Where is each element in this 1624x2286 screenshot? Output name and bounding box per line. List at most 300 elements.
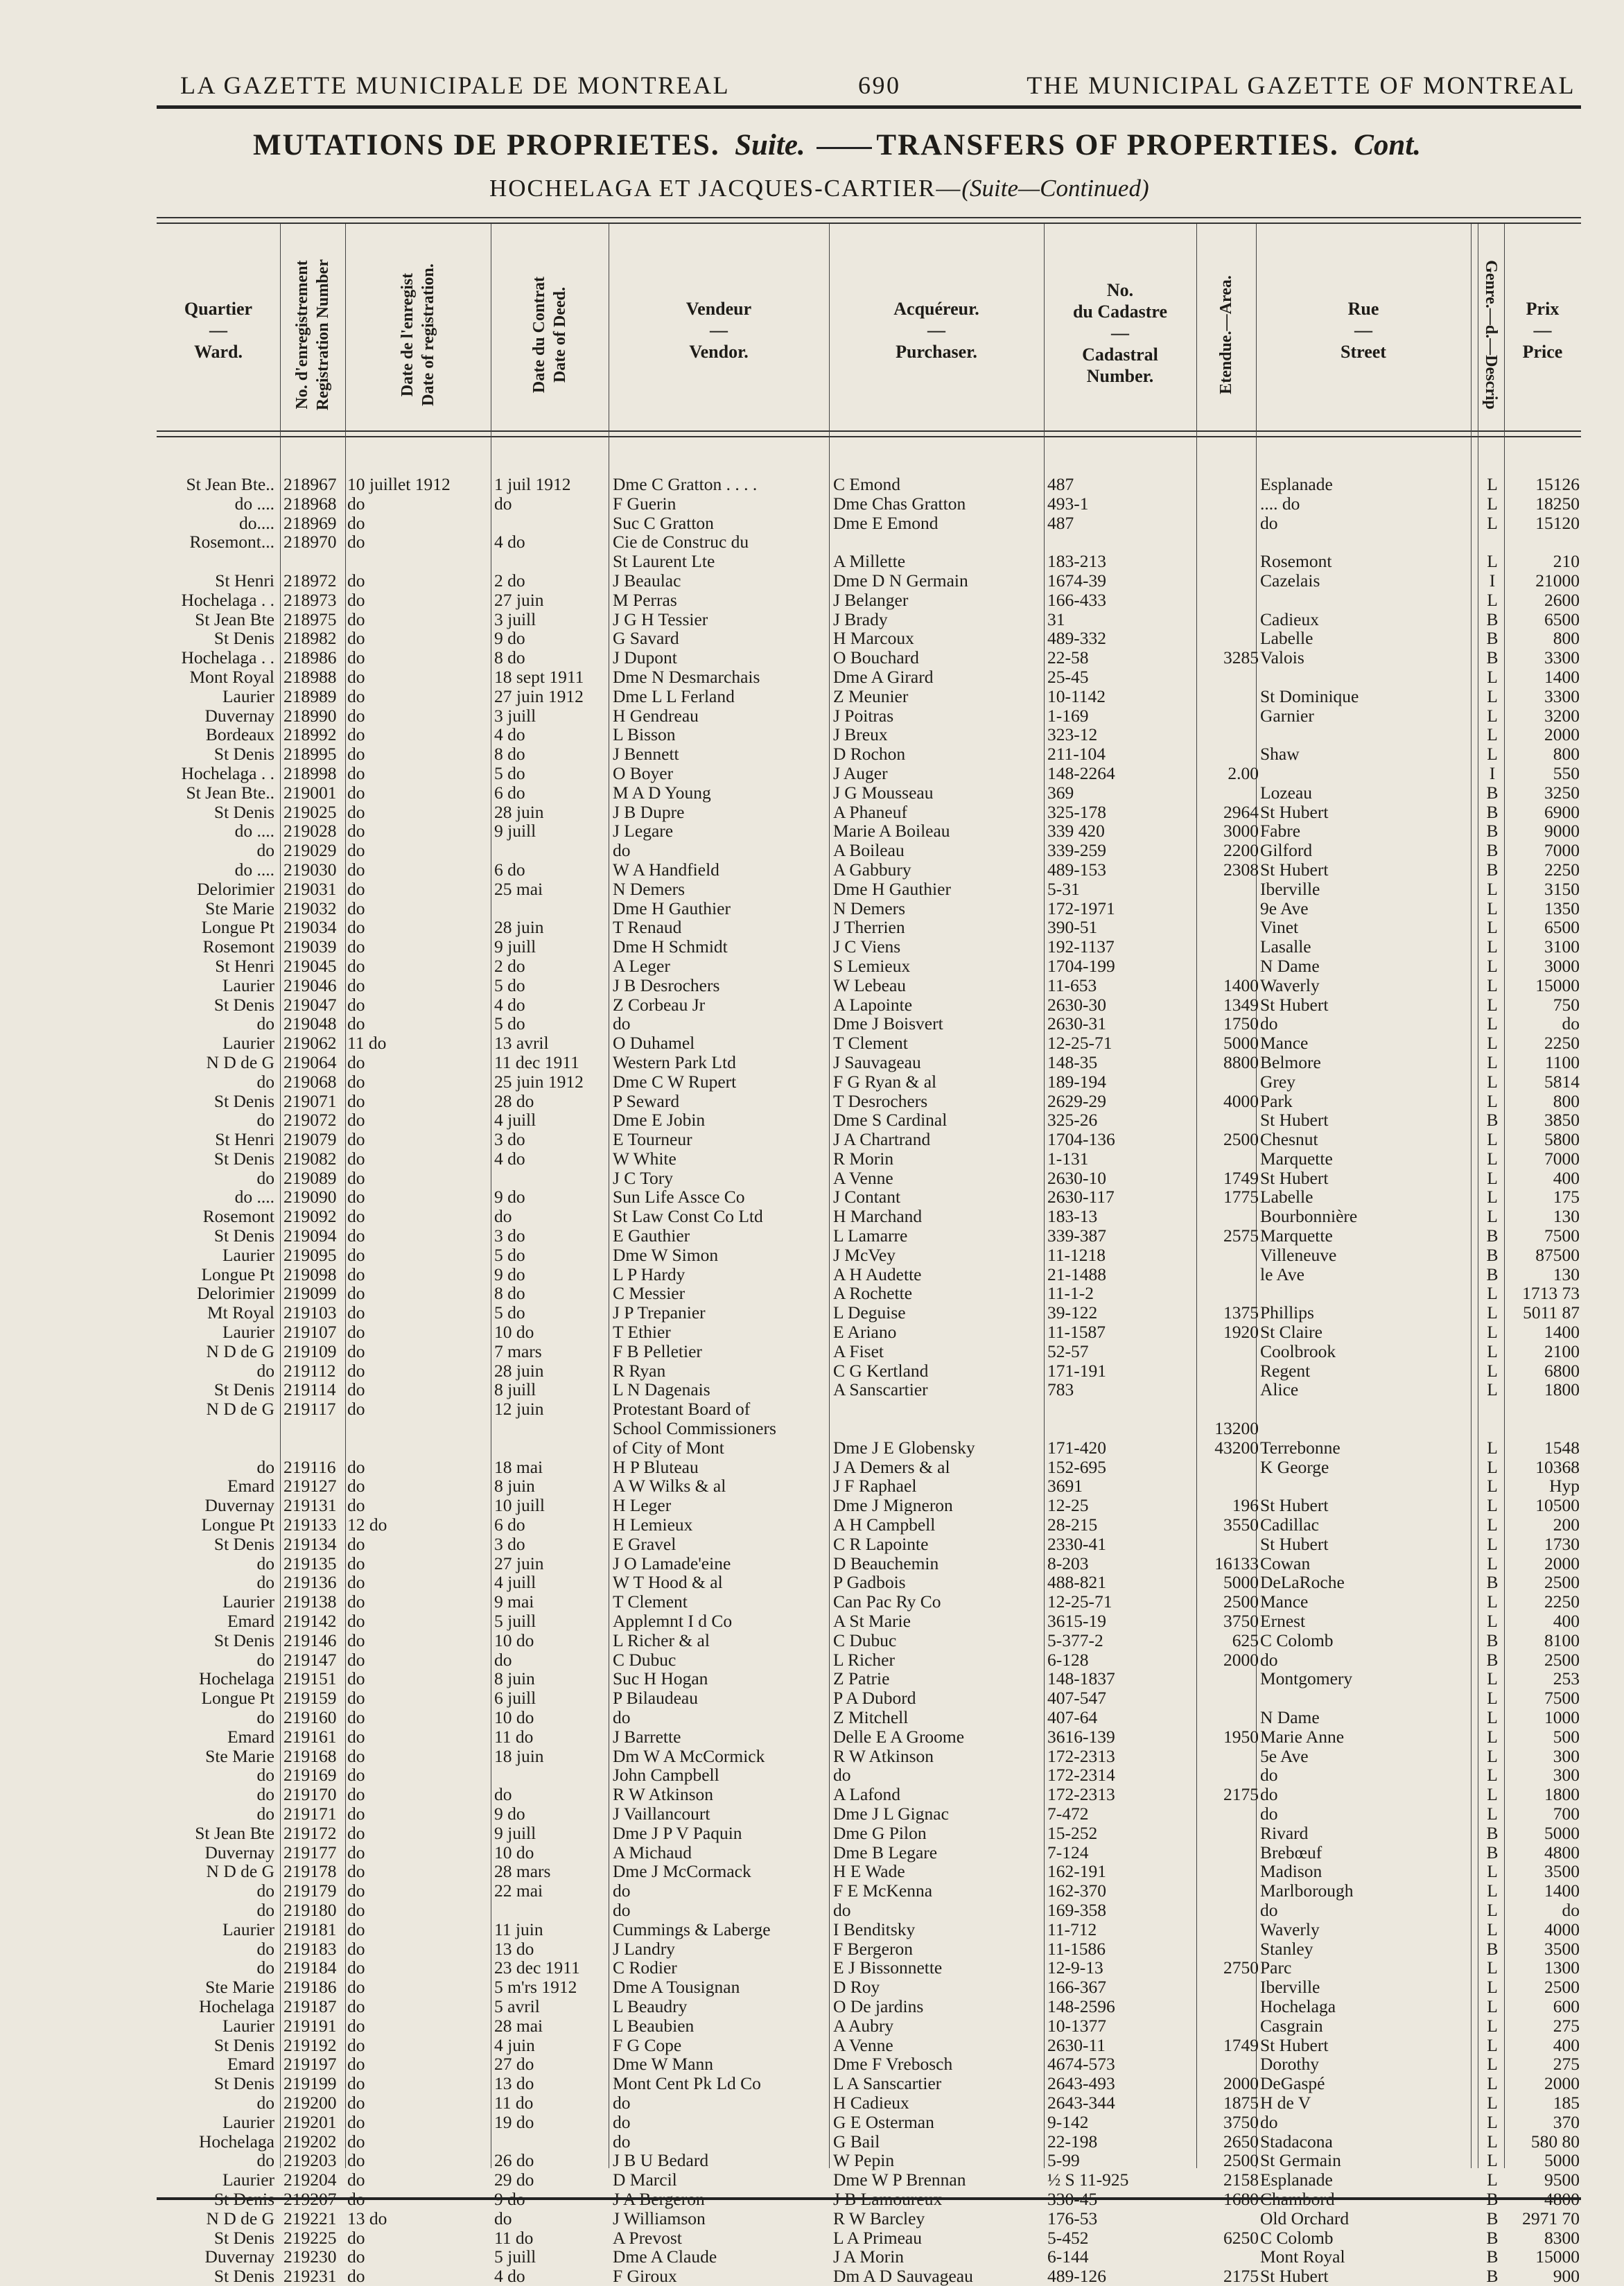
cell-registration-date: do (347, 705, 365, 726)
cell-cadastre: 390-51 (1047, 917, 1098, 938)
cell-street: St Hubert (1260, 2034, 1329, 2055)
cell-registration-date: do (347, 1938, 365, 1959)
cell-deed-date: 9 juill (494, 1822, 536, 1843)
cell-registration-date: do (347, 1360, 365, 1381)
cell-vendor: do (613, 1881, 631, 1901)
title-english: TRANSFERS OF PROPERTIES. (876, 129, 1339, 162)
cell-cadastre: 11-1587 (1047, 1322, 1106, 1343)
cell-registration-date: do (347, 917, 365, 938)
title-french: MUTATIONS DE PROPRIETES. (253, 129, 720, 162)
table-row (157, 1997, 1581, 2016)
cell-vendor: Cie de Construc du (613, 532, 749, 552)
cell-street: Belmore (1260, 1052, 1321, 1072)
cell-deed-date: do (494, 2208, 512, 2228)
table-row (157, 1765, 1581, 1785)
cell-vendor: Protestant Board of (613, 1399, 751, 1420)
cell-cadastre: 39-122 (1047, 1302, 1098, 1323)
cell-registration-date: do (347, 647, 365, 668)
cell-registration-number: 219180 (283, 1899, 337, 1920)
cell-cadastre: ½ S 11-925 (1047, 2170, 1129, 2190)
cell-registration-number: 219092 (283, 1206, 337, 1227)
title-dash (817, 147, 872, 149)
cell-deed-date: 9 do (494, 2188, 525, 2209)
cell-description: L (1487, 474, 1498, 494)
cell-description: L (1487, 1187, 1498, 1207)
cell-purchaser: C G Kertland (833, 1360, 929, 1381)
cell-description: L (1487, 2015, 1498, 2036)
cell-price: 5800 (1544, 1129, 1580, 1150)
table-row (157, 1612, 1581, 1631)
cell-vendor: H Gendreau (613, 705, 699, 726)
cell-purchaser: Dme J Migneron (833, 1495, 953, 1516)
cell-ward: St Denis (213, 2073, 274, 2094)
cell-cadastre: 171-191 (1047, 1360, 1106, 1381)
cell-ward: Laurier (222, 2015, 274, 2036)
table-row (157, 2113, 1581, 2132)
cell-vendor: Dme J McCormack (613, 1861, 751, 1882)
cell-cadastre: 5-452 (1047, 2227, 1089, 2248)
cell-vendor: J G H Tessier (613, 609, 708, 629)
table-top-rule-2 (157, 223, 1581, 224)
cell-registration-number: 219225 (283, 2227, 337, 2248)
cell-street: Bourbonnière (1260, 1206, 1358, 1227)
cell-cadastre: 493-1 (1047, 493, 1089, 514)
cell-street: Cadillac (1260, 1515, 1319, 1535)
cell-description: L (1487, 1881, 1498, 1901)
cell-registration-date: do (347, 2054, 365, 2075)
cell-street: Labelle (1260, 1187, 1313, 1207)
table-row (157, 1901, 1581, 1920)
cell-area: 3550 (1223, 1515, 1259, 1535)
cell-street: St Hubert (1260, 859, 1329, 880)
cell-vendor: P Seward (613, 1090, 680, 1111)
cell-deed-date: 27 do (494, 2054, 534, 2075)
cell-description: B (1486, 1110, 1499, 1131)
table-row (157, 648, 1581, 668)
table-row (157, 880, 1581, 899)
cell-registration-date: do (347, 2092, 365, 2113)
cell-description: L (1487, 1090, 1498, 1111)
cell-price: 10368 (1535, 1456, 1580, 1477)
cell-registration-date: do (347, 1399, 365, 1420)
cell-street: Villeneuve (1260, 1244, 1337, 1265)
cell-price: 275 (1553, 2054, 1580, 2075)
cell-registration-number: 219030 (283, 859, 337, 880)
cell-cadastre: 1704-136 (1047, 1129, 1115, 1150)
cell-price: 2971 70 (1522, 2208, 1580, 2228)
cell-vendor: L P Hardy (613, 1264, 686, 1284)
cell-description: L (1487, 1688, 1498, 1709)
cell-price: 3250 (1544, 782, 1580, 803)
cell-description: L (1487, 898, 1498, 918)
cell-registration-date: do (347, 1919, 365, 1939)
cell-cadastre: 2330-41 (1047, 1533, 1106, 1554)
cell-description: L (1487, 1129, 1498, 1150)
title-english-cont: Cont. (1354, 129, 1422, 162)
cell-purchaser: L Deguise (833, 1302, 906, 1323)
cell-cadastre: 3616-139 (1047, 1726, 1115, 1747)
cell-description: I (1489, 762, 1496, 783)
cell-price: 15126 (1535, 474, 1580, 494)
cell-ward: Laurier (222, 686, 274, 706)
cell-registration-number: 219204 (283, 2170, 337, 2190)
cell-vendor: of City of Mont (613, 1437, 724, 1458)
cell-price: 3000 (1544, 955, 1580, 976)
cell-registration-number: 219207 (283, 2188, 337, 2209)
cell-cadastre: 31 (1047, 609, 1065, 629)
cell-registration-number: 219202 (283, 2131, 337, 2152)
cell-description: L (1487, 744, 1498, 765)
table-row (157, 514, 1581, 533)
cell-cadastre: 330-45 (1047, 2188, 1098, 2209)
cell-cadastre: 52-57 (1047, 1341, 1089, 1361)
cell-registration-date: do (347, 532, 365, 552)
table-row (157, 2074, 1581, 2093)
running-head-right: THE MUNICIPAL GAZETTE OF MONTREAL (1027, 71, 1575, 99)
cell-registration-number: 218975 (283, 609, 337, 629)
cell-registration-date: do (347, 1071, 365, 1092)
cell-purchaser: Dme D N Germain (833, 570, 968, 591)
cell-deed-date: 12 juin (494, 1399, 544, 1420)
cell-area: 2500 (1223, 1591, 1259, 1612)
cell-registration-date: do (347, 1129, 365, 1150)
table-row (157, 2170, 1581, 2190)
cell-cadastre: 192-1137 (1047, 936, 1115, 957)
table-row (157, 1669, 1581, 1689)
cell-description: L (1487, 1052, 1498, 1072)
cell-registration-number: 219170 (283, 1784, 337, 1805)
cell-vendor: Dme A Claude (613, 2246, 717, 2267)
cell-description: L (1487, 1726, 1498, 1747)
cell-description: L (1487, 666, 1498, 687)
header-registration-date (397, 252, 439, 418)
cell-price: 15000 (1535, 2246, 1580, 2267)
cell-price: 800 (1553, 744, 1580, 765)
cell-description: L (1487, 1341, 1498, 1361)
table-row (157, 1399, 1581, 1419)
cell-street: St Hubert (1260, 1533, 1329, 1554)
cell-registration-number: 219046 (283, 975, 337, 995)
cell-vendor: J P Trepanier (613, 1302, 706, 1323)
cell-price: 300 (1553, 1745, 1580, 1766)
cell-area: 6250 (1223, 2227, 1259, 2248)
cell-cadastre: 189-194 (1047, 1071, 1106, 1092)
cell-registration-number: 219028 (283, 821, 337, 841)
cell-purchaser: Dme Chas Gratton (833, 493, 966, 514)
cell-street: do (1260, 1649, 1278, 1670)
cell-purchaser: J Brady (833, 609, 888, 629)
cell-price: 1800 (1544, 1784, 1580, 1805)
cell-street: Lozeau (1260, 782, 1313, 803)
cell-cadastre: 21-1488 (1047, 1264, 1106, 1284)
cell-street: do (1260, 2111, 1278, 2132)
cell-price: 1730 (1544, 1533, 1580, 1554)
table-row (157, 1438, 1581, 1458)
cell-price: 4800 (1544, 1842, 1580, 1862)
table-row (157, 1689, 1581, 1708)
cell-cadastre: 172-2314 (1047, 1765, 1115, 1786)
cell-registration-number: 218989 (283, 686, 337, 706)
cell-description: L (1487, 2034, 1498, 2055)
cell-registration-date: do (347, 1668, 365, 1689)
cell-ward: Longue Pt (201, 917, 274, 938)
cell-cadastre: 1704-199 (1047, 955, 1115, 976)
cell-deed-date: 8 do (494, 1283, 525, 1304)
cell-deed-date: 4 juill (494, 1110, 536, 1131)
cell-registration-number: 219064 (283, 1052, 337, 1072)
cell-ward: St Denis (213, 1630, 274, 1650)
cell-registration-date: do (347, 782, 365, 803)
cell-street: 5e Ave (1260, 1745, 1309, 1766)
table-row (157, 1014, 1581, 1033)
cell-description: L (1487, 1456, 1498, 1477)
cell-deed-date: 5 avril (494, 1996, 540, 2016)
cell-price: 2250 (1544, 859, 1580, 880)
cell-registration-date: do (347, 1533, 365, 1554)
cell-registration-date: do (347, 2131, 365, 2152)
cell-registration-number: 219072 (283, 1110, 337, 1131)
cell-registration-date: do (347, 2015, 365, 2036)
table-row (157, 552, 1581, 571)
cell-purchaser: Dme J E Globensky (833, 1437, 975, 1458)
cell-description: L (1487, 1553, 1498, 1573)
cell-purchaser: J B Lamoureux (833, 2188, 943, 2209)
cell-ward: Rosemont... (189, 532, 274, 552)
cell-deed-date: 6 do (494, 859, 525, 880)
cell-registration-date: do (347, 1957, 365, 1978)
cell-deed-date: 3 do (494, 1129, 525, 1150)
cell-purchaser: J A Demers & al (833, 1456, 950, 1477)
cell-cadastre: 4674-573 (1047, 2054, 1115, 2075)
cell-price: 400 (1553, 1167, 1580, 1188)
cell-registration-number: 218970 (283, 532, 337, 552)
cell-registration-number: 219200 (283, 2092, 337, 2113)
cell-cadastre: 407-64 (1047, 1707, 1098, 1727)
header-reg-no-en: Registration Number (314, 259, 332, 410)
cell-purchaser: Can Pac Ry Co (833, 1591, 941, 1612)
cell-price: 253 (1553, 1668, 1580, 1689)
cell-cadastre: 489-126 (1047, 2266, 1106, 2286)
cell-registration-number: 218982 (283, 628, 337, 649)
cell-street: Cadieux (1260, 609, 1319, 629)
cell-registration-date: do (347, 1803, 365, 1824)
cell-price: 4000 (1544, 1919, 1580, 1939)
cell-description: B (1486, 840, 1499, 861)
cell-area: 2964 (1223, 801, 1259, 822)
cell-price: 185 (1553, 2092, 1580, 2113)
cell-vendor: L Bisson (613, 724, 676, 745)
header-area: Etendue.—Area. (1217, 275, 1235, 394)
cell-ward: do.... (239, 512, 274, 533)
cell-street: 9e Ave (1260, 898, 1309, 918)
cell-vendor: St Laurent Lte (613, 551, 715, 572)
cell-ward: Bordeaux (205, 724, 274, 745)
cell-registration-number: 219151 (283, 1668, 337, 1689)
cell-street: Valois (1260, 647, 1304, 668)
cell-registration-date: do (347, 744, 365, 765)
cell-price: 300 (1553, 1765, 1580, 1786)
cell-description: L (1487, 1899, 1498, 1920)
cell-description: L (1487, 1861, 1498, 1882)
cell-ward: Rosemont (202, 936, 274, 957)
cell-area: 2308 (1223, 859, 1259, 880)
cell-vendor: F Giroux (613, 2266, 677, 2286)
cell-purchaser: do (833, 1899, 851, 1920)
cell-registration-number: 219090 (283, 1187, 337, 1207)
cell-description: L (1487, 1167, 1498, 1188)
cell-purchaser: I Benditsky (833, 1919, 916, 1939)
cell-purchaser: J A Chartrand (833, 1129, 931, 1150)
cell-vendor: M Perras (613, 589, 677, 610)
table-row (157, 1554, 1581, 1573)
cell-price: 15000 (1535, 975, 1580, 995)
cell-ward: do (256, 1649, 274, 1670)
cell-description: B (1486, 782, 1499, 803)
cell-street: do (1260, 1803, 1278, 1824)
cell-purchaser: F E McKenna (833, 1881, 933, 1901)
cell-registration-date: 13 do (347, 2208, 387, 2228)
cell-area: 2650 (1223, 2131, 1259, 2152)
cell-vendor: J Landry (613, 1938, 675, 1959)
cell-ward: do (256, 1572, 274, 1593)
cell-deed-date: do (494, 1784, 512, 1805)
cell-ward: N D de G (206, 1052, 274, 1072)
cell-vendor: School Commissioners (613, 1418, 776, 1439)
cell-description: L (1487, 994, 1498, 1015)
cell-street: Coolbrook (1260, 1341, 1336, 1361)
cell-cadastre: 169-358 (1047, 1899, 1106, 1920)
table-row (157, 1920, 1581, 1939)
cell-registration-date: do (347, 1456, 365, 1477)
table-row (157, 1978, 1581, 1997)
header-cad-en: Cadastral (1082, 344, 1158, 365)
cell-street: St Dominique (1260, 686, 1359, 706)
header-reg-no-fr: No. d'enregistrement (293, 260, 311, 410)
cell-description: B (1486, 1244, 1499, 1265)
cell-registration-date: do (347, 1688, 365, 1709)
cell-area: 2158 (1223, 2170, 1259, 2190)
cell-vendor: L Beaubien (613, 2015, 695, 2036)
cell-registration-number: 218969 (283, 512, 337, 533)
table-row (157, 1496, 1581, 1515)
cell-deed-date: 11 do (494, 2227, 534, 2248)
cell-registration-date: do (347, 1090, 365, 1111)
cell-registration-date: do (347, 878, 365, 899)
cell-area: 43200 (1214, 1437, 1259, 1458)
cell-deed-date: 5 juill (494, 1611, 536, 1632)
table-row (157, 764, 1581, 783)
cell-registration-date: do (347, 2246, 365, 2267)
cell-registration-date: do (347, 1264, 365, 1284)
cell-ward: do (256, 1899, 274, 1920)
cell-ward: St Jean Bte.. (186, 782, 274, 803)
cell-purchaser: J Poitras (833, 705, 894, 726)
cell-street: do (1260, 1765, 1278, 1786)
cell-registration-number: 218967 (283, 474, 337, 494)
cell-area: 13200 (1214, 1418, 1259, 1439)
cell-registration-number: 218998 (283, 762, 337, 783)
cell-street: St Hubert (1260, 1110, 1329, 1131)
cell-deed-date: 28 juin (494, 801, 544, 822)
cell-cadastre: 339 420 (1047, 821, 1105, 841)
cell-street: K George (1260, 1456, 1329, 1477)
cell-registration-date: do (347, 724, 365, 745)
cell-description: L (1487, 2150, 1498, 2171)
cell-description: B (1486, 1264, 1499, 1284)
cell-cadastre: 2643-493 (1047, 2073, 1115, 2094)
cell-registration-date: do (347, 898, 365, 918)
cell-street: Marie Anne (1260, 1726, 1345, 1747)
cell-ward: Longue Pt (201, 1264, 274, 1284)
cell-registration-number: 218992 (283, 724, 337, 745)
cell-price: 1800 (1544, 1379, 1580, 1400)
cell-area: 3000 (1223, 821, 1259, 841)
cell-deed-date: 5 do (494, 975, 525, 995)
cell-street: Mance (1260, 1591, 1309, 1612)
cell-cadastre: 172-2313 (1047, 1745, 1115, 1766)
cell-description: B (1486, 1630, 1499, 1650)
cell-ward: do (256, 1938, 274, 1959)
cell-street: St Hubert (1260, 1167, 1329, 1188)
cell-street: Phillips (1260, 1302, 1314, 1323)
cell-purchaser: Dme S Cardinal (833, 1110, 948, 1131)
table-row (157, 494, 1581, 514)
table-row (157, 744, 1581, 764)
cell-ward: Longue Pt (201, 1515, 274, 1535)
table-row (157, 687, 1581, 706)
cell-street: Waverly (1260, 1919, 1320, 1939)
cell-description: L (1487, 2092, 1498, 2113)
cell-cadastre: 487 (1047, 512, 1074, 533)
cell-cadastre: 783 (1047, 1379, 1074, 1400)
cell-vendor: T Renaud (613, 917, 682, 938)
cell-registration-number: 219133 (283, 1515, 337, 1535)
cell-ward: Ste Marie (205, 1977, 274, 1998)
cell-ward: do (256, 1707, 274, 1727)
cell-deed-date: 26 do (494, 2150, 534, 2171)
cell-price: 2000 (1544, 1553, 1580, 1573)
title-french-suite: Suite. (735, 129, 805, 162)
header-vendor-dash: — (710, 320, 728, 340)
cell-cadastre: 489-332 (1047, 628, 1106, 649)
cell-description: L (1487, 2131, 1498, 2152)
cell-vendor: C Dubuc (613, 1649, 676, 1670)
cell-price: 2000 (1544, 724, 1580, 745)
cell-vendor: H Lemieux (613, 1515, 693, 1535)
cell-registration-number: 219089 (283, 1167, 337, 1188)
cell-ward: do .... (234, 493, 274, 514)
cell-purchaser: A Aubry (833, 2015, 894, 2036)
cell-vendor: do (613, 2092, 631, 2113)
cell-registration-number: 219138 (283, 1591, 337, 1612)
cell-registration-date: do (347, 1495, 365, 1516)
cell-ward: St Henri (215, 1129, 274, 1150)
cell-deed-date: 11 do (494, 2092, 534, 2113)
cell-area: 2175 (1223, 1784, 1259, 1805)
table-row (157, 668, 1581, 687)
cell-description: L (1487, 1437, 1498, 1458)
cell-purchaser: H Cadieux (833, 2092, 909, 2113)
cell-description: L (1487, 1919, 1498, 1939)
cell-cadastre: 166-367 (1047, 1977, 1106, 1998)
table-row (157, 957, 1581, 976)
cell-registration-number: 218995 (283, 744, 337, 765)
cell-ward: do (256, 1071, 274, 1092)
cell-ward: St Denis (213, 994, 274, 1015)
cell-description: B (1486, 1842, 1499, 1862)
cell-ward: Emard (227, 1476, 274, 1497)
cell-registration-number: 219230 (283, 2246, 337, 2267)
